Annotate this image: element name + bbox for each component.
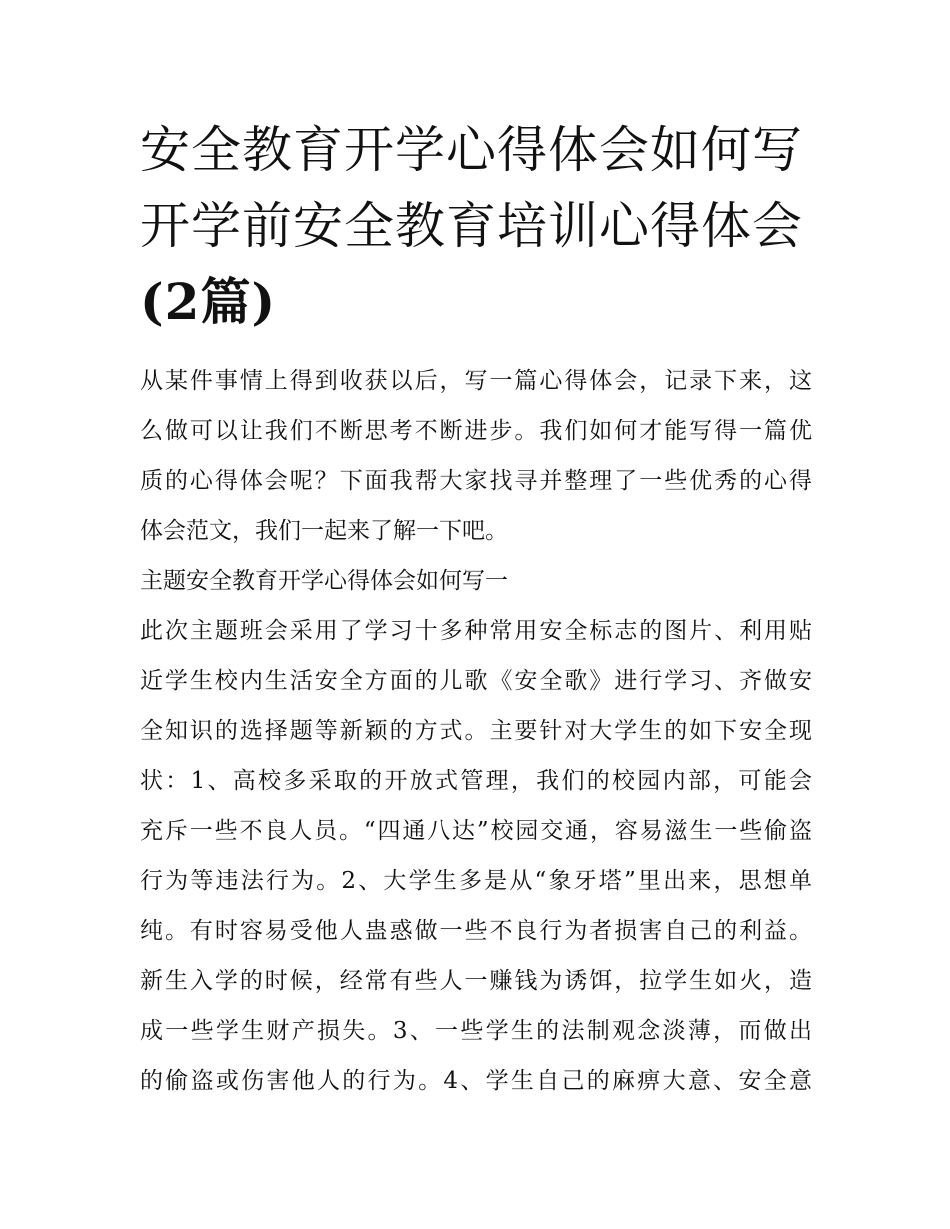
document-title: [140, 112, 820, 340]
intro-line-3: 质的心得体会呢？下面我帮大家找寻并整理了一些优秀的心得: [140, 468, 812, 494]
intro-line-2: 么做可以让我们不断思考不断进步。我们如何才能写得一篇优: [140, 418, 812, 444]
paragraph-line-4: 状：1、高校多采取的开放式管理，我们的校园内部，可能会: [140, 768, 812, 794]
title-line-2: 开学前安全教育培训心得体会: [140, 197, 803, 255]
paragraph-line-2: 近学生校内生活安全方面的儿歌《安全歌》进行学习、齐做安: [140, 668, 812, 694]
paragraph-line-5: 充斥一些不良人员。“四通八达”校园交通，容易滋生一些偷盗: [140, 818, 812, 844]
paragraph-line-8: 新生入学的时候，经常有些人一赚钱为诱饵，拉学生如火，造: [140, 968, 812, 994]
intro-line-1: 从某件事情上得到收获以后，写一篇心得体会，记录下来，这: [140, 368, 812, 394]
document-body: [140, 356, 812, 1106]
title-line-3: (2篇): [140, 272, 277, 331]
paragraph-line-7: 纯。有时容易受他人蛊惑做一些不良行为者损害自己的利益。: [140, 918, 812, 944]
section-heading: 主题安全教育开学心得体会如何写一: [140, 568, 508, 594]
intro-line-4: 体会范文，我们一起来了解一下吧。: [140, 518, 508, 544]
paragraph-line-9: 成一些学生财产损失。3、一些学生的法制观念淡薄，而做出: [140, 1018, 812, 1044]
paragraph-line-3: 全知识的选择题等新颖的方式。主要针对大学生的如下安全现: [140, 718, 812, 744]
paragraph-line-1: 此次主题班会采用了学习十多种常用安全标志的图片、利用贴: [140, 618, 812, 644]
paragraph-line-10: 的偷盗或伤害他人的行为。4、学生自己的麻痹大意、安全意: [140, 1068, 812, 1094]
paragraph-line-6: 行为等违法行为。2、大学生多是从“象牙塔”里出来，思想单: [140, 868, 812, 894]
title-line-1: 安全教育开学心得体会如何写: [140, 121, 803, 179]
